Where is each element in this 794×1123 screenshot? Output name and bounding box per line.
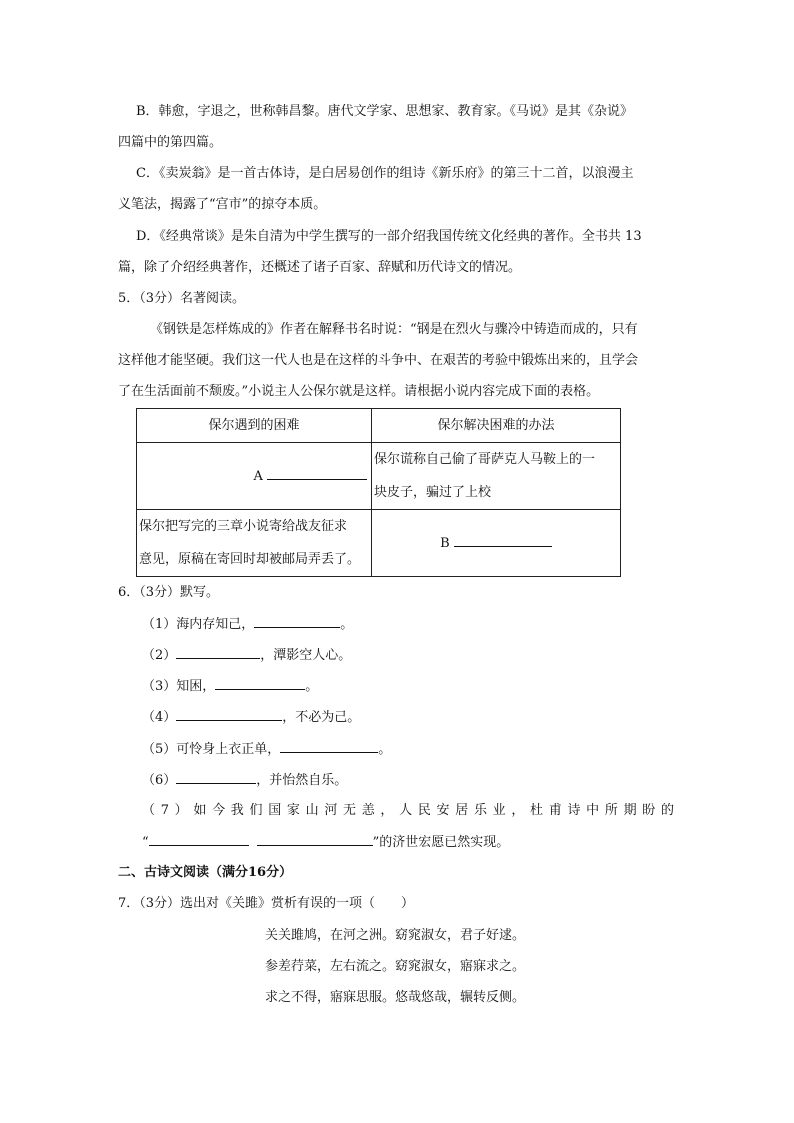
recitation-blank-1[interactable] [254,614,340,628]
question-5-para-line2: 这样他才能坚硬。我们这一代人也是在这样的斗争中、在艰苦的考验中锻炼出来的，且学会 [118,353,639,368]
recitation-blank-7a[interactable] [149,832,249,846]
recitation-item-7-line1: （7）如今我们国家山河无恙，人民安居乐业，杜甫诗中所期盼的 [142,803,674,818]
option-c-line1: C．《卖炭翁》是一首古体诗，是白居易创作的组诗《新乐府》的第三十二首，以浪漫主 [136,166,634,181]
recitation-item-1 [142,614,353,635]
section-2-heading: 二、古诗文阅读（满分16分） [118,865,293,880]
item-7-suffix: ”的济世宏愿已然实现。 [372,835,510,850]
recitation-blank-6[interactable] [176,770,256,784]
paul-table [136,408,621,577]
recitation-blank-5[interactable] [280,739,378,753]
recitation-blank-4[interactable] [176,707,282,721]
item-3-suffix: 。 [305,679,319,694]
answer-label-b: B [440,535,450,551]
recitation-item-5 [142,739,391,760]
solution-cell-1 [372,443,621,510]
poem-line-3: 求之不得，寤寐思服。悠哉悠哉，辗转反侧。 [265,990,526,1005]
recitation-blank-2[interactable] [176,645,260,659]
item-1-prefix: （1）海内存知己， [142,617,255,632]
option-c-line2: 义笔法，揭露了“宫市”的掠夺本质。 [118,197,327,212]
recitation-blank-3[interactable] [215,676,305,690]
difficulty-text-line1: 保尔把写完的三章小说寄给战友征求 [139,519,348,534]
item-5-suffix: 。 [378,742,392,757]
item-6-suffix: ，并怡然自乐。 [256,773,348,788]
question-5-heading: 5．（3分）名著阅读。 [118,291,246,306]
table-header-solution: 保尔解决困难的办法 [372,409,621,443]
recitation-item-6 [142,770,347,791]
recitation-item-7-line2 [142,832,509,853]
item-5-prefix: （5）可怜身上衣正单， [142,742,281,757]
answer-cell-a [137,443,372,510]
table-row [137,510,621,577]
table-row [137,443,621,510]
poem-line-1: 关关雎鸠，在河之洲。窈窕淑女，君子好逑。 [265,928,526,943]
option-b-line1: B．韩愈，字退之，世称韩昌黎。唐代文学家、思想家、教育家。《马说》是其《杂说》 [136,104,634,119]
question-5-para-line3: 了在生活面前不颓废。”小说主人公保尔就是这样。请根据小说内容完成下面的表格。 [118,384,600,399]
item-7-open-quote: “ [142,835,149,850]
item-4-suffix: ，不必为己。 [282,710,361,725]
recitation-item-4 [142,707,360,728]
recitation-item-2 [142,645,351,666]
question-6-heading: 6．（3分）默写。 [118,585,220,600]
option-d-line1: D．《经典常谈》是朱自清为中学生撰写的一部介绍我国传统文化经典的著作。全书共 13 [136,229,642,244]
answer-label-a: A [253,468,263,484]
difficulty-cell-2 [137,510,372,577]
item-6-prefix: （6） [142,773,177,788]
answer-blank-a[interactable] [267,466,367,480]
question-5-para-line1: 《钢铁是怎样炼成的》作者在解释书名时说：“钢是在烈火与骤冷中铸造而成的，只有 [150,322,638,337]
answer-cell-b [372,510,621,577]
table-header-row [137,409,621,443]
item-4-prefix: （4） [142,710,177,725]
poem-line-2: 参差荇菜，左右流之。窈窕淑女，寤寐求之。 [265,959,526,974]
difficulty-text-line2: 意见，原稿在寄回时却被邮局弄丢了。 [139,552,361,567]
item-1-suffix: 。 [340,617,354,632]
table-header-difficulty: 保尔遇到的困难 [137,409,372,443]
recitation-blank-7b[interactable] [257,832,373,846]
solution-text-line1: 保尔谎称自己偷了哥萨克人马鞍上的一 [374,452,596,467]
option-b-line2: 四篇中的第四篇。 [118,135,223,150]
option-d-line2: 篇，除了介绍经典著作，还概述了诸子百家、辞赋和历代诗文的情况。 [118,260,522,275]
answer-blank-b[interactable] [454,533,552,547]
item-2-suffix: ，潭影空人心。 [260,648,352,663]
item-3-prefix: （3）知困， [142,679,216,694]
question-7-heading: 7．（3分）选出对《关雎》赏析有误的一项（ ） [118,896,415,911]
solution-text-line2: 块皮子，骗过了上校 [374,485,492,500]
item-2-prefix: （2） [142,648,177,663]
recitation-item-3 [142,676,318,697]
